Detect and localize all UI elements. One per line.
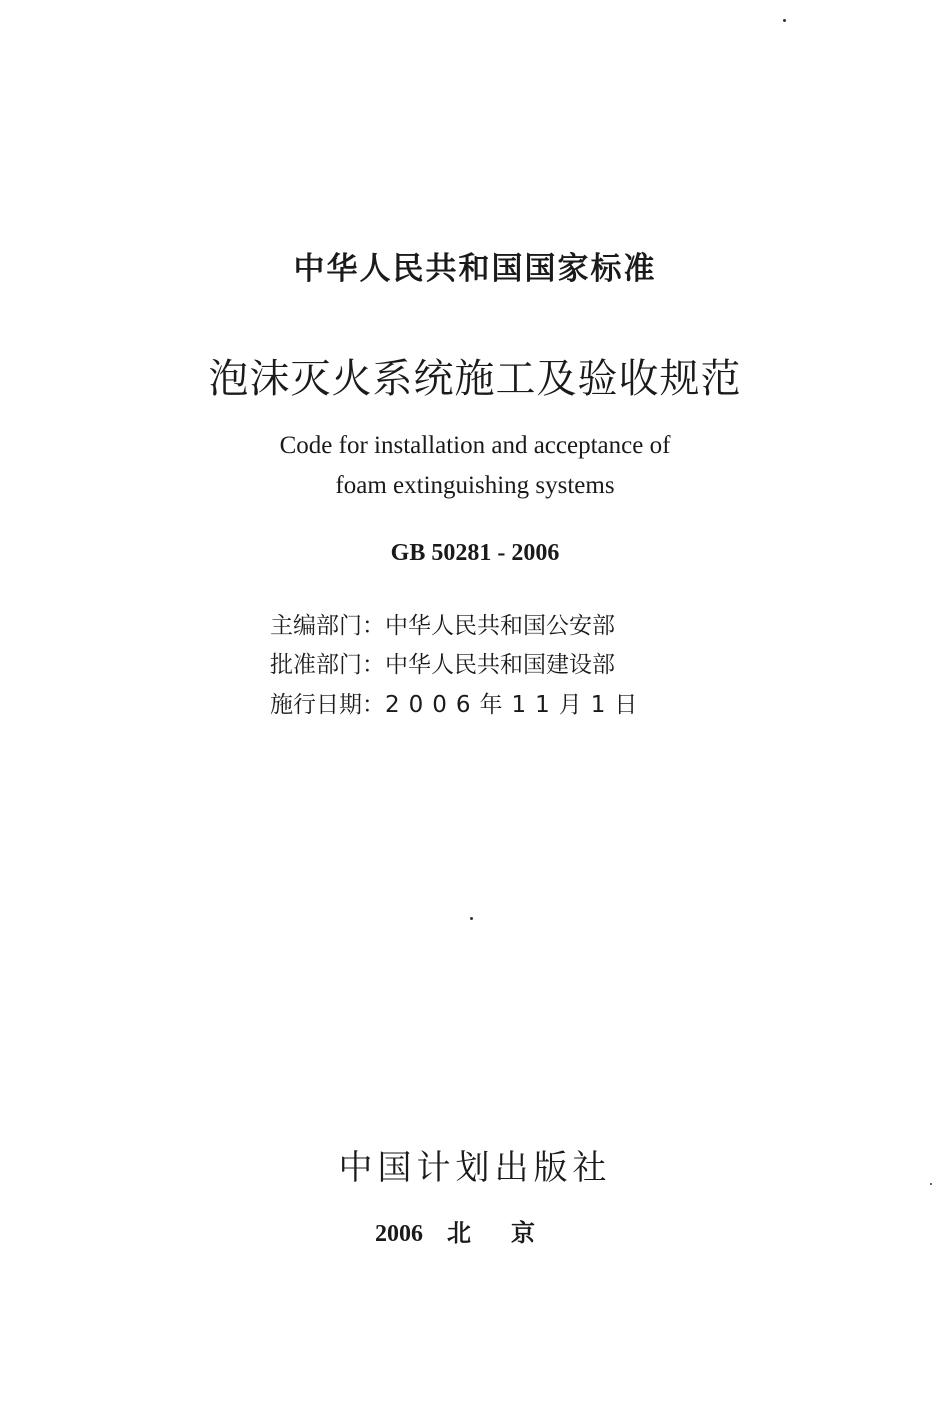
editor-department-row <box>270 607 615 640</box>
approver-department-row <box>270 646 615 679</box>
effective-date-label: 施行日期： <box>270 692 385 718</box>
publication-city: 北京 <box>447 1221 575 1247</box>
standard-type-heading: 中华人民共和国国家标准 <box>293 251 657 287</box>
document-title-en-line1: Code for installation and acceptance of <box>279 432 671 459</box>
publication-line <box>0 1213 950 1248</box>
approver-department-label: 批准部门： <box>270 652 385 678</box>
scan-speck <box>470 917 473 920</box>
effective-date-value: 2006年11月1日 <box>385 692 647 718</box>
scan-speck <box>930 1183 932 1185</box>
document-title-en-line2: foam extinguishing systems <box>335 472 615 499</box>
editor-department-label: 主编部门： <box>270 613 385 639</box>
approver-department-value: 中华人民共和国建设部 <box>385 652 615 678</box>
effective-date-row <box>270 686 646 719</box>
document-title-cn: 泡沫灭火系统施工及验收规范 <box>208 356 742 402</box>
publisher-name: 中国计划出版社 <box>338 1148 612 1188</box>
standard-number: GB 50281 - 2006 <box>390 540 560 566</box>
editor-department-value: 中华人民共和国公安部 <box>385 613 615 639</box>
scan-speck <box>783 19 786 22</box>
publication-year: 2006 <box>375 1221 423 1247</box>
